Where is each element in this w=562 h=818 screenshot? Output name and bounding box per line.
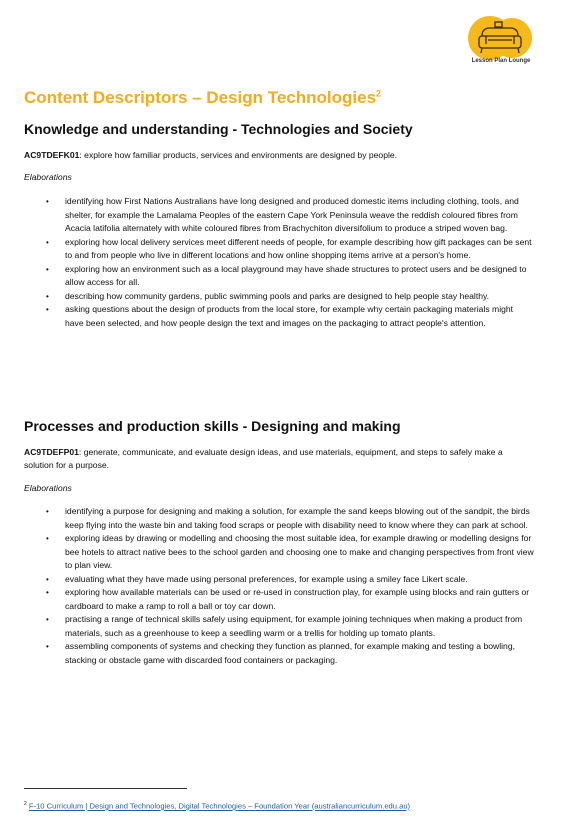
list-item: • identifying how First Nations Australians have long designed and produced domestic items including clothing, tools, and shelter, for example the Lamalama Peoples of the eastern Cape York Peninsula weave the reddish coloured fibres from Acacia latifolia alternately with white coloured fibres from Brachychiton diversifolium to produce a striped woven bag.	[46, 196, 519, 233]
footnote: $^2$ F-10 Curriculum | Design and Technologies, Digital Technologies – Foundation Year (australiancurriculum.edu.au)	[24, 801, 411, 811]
section-heading-knowledge: Knowledge and understanding - Technologies and Society	[24, 121, 413, 137]
list-item: • exploring how local delivery services meet different needs of people, for example describing how gift packages can be sent to and from people who live in different locations and how online shopping items arrive at a person's home.	[46, 236, 532, 260]
footnote-link[interactable]: F-10 Curriculum | Design and Technologies, Digital Technologies – Foundation Year (australiancurriculum.edu.au)	[28, 801, 411, 811]
list-item: • evaluating what they have made using personal preferences, for example using a smiley face Likert scale.	[46, 573, 468, 584]
list-item: • identifying a purpose for designing and making a solution, for example the sand keeps blowing out of the sandpit, the birds keep flying into the waste bin and taking food scraps or people with disability need to know where they can park at school.	[46, 506, 530, 530]
list-item: • exploring how an environment such as a local playground may have shade structures to protect users and be designed to allow access for all.	[46, 263, 527, 287]
list-item: • exploring ideas by drawing or modelling and choosing the most suitable idea, for example drawing or modelling designs for bee hotels to attract native bees to the school garden and choosing one to make and changing perspectives from front view to plan view.	[46, 533, 534, 570]
brand-name: Lesson Plan Lounge	[471, 58, 531, 64]
list-item: • exploring how available materials can be used or re-used in construction play, for example using blocks and rain gutters or cardboard to make a ramp to roll a ball or toy car down.	[46, 587, 530, 611]
elaborations-label: Elaborations	[24, 172, 72, 182]
list-item: • assembling components of systems and checking they function as planned, for example making and testing a bowling, stacking or obstacle game with discarded food containers or packaging.	[46, 641, 515, 665]
section-heading-processes: Processes and production skills - Designing and making	[24, 418, 401, 434]
list-item: • practising a range of technical skills safely using equipment, for example joining techniques when making a product from materials, such as a greenhouse to keep a seedling warm or a trellis for holding up tomato plants.	[46, 614, 523, 638]
elaborations-label: Elaborations	[24, 483, 72, 493]
page-title: Content Descriptors – Design Technologies$^2$	[24, 88, 382, 107]
list-item: • asking questions about the design of products from the local store, for example why certain packaging materials might have been selected, and how people design the text and images on the packaging to attract people's attention.	[46, 304, 514, 328]
elaborations-list-knowledge	[24, 195, 534, 330]
descriptor-processes: AC9TDEFP01: generate, communicate, and evaluate design ideas, and use materials, equipment, and steps to safely make a solution for a purpose.	[24, 447, 503, 470]
descriptor-knowledge: AC9TDEFK01: explore how familiar products, services and environments are designed by people.	[24, 150, 398, 160]
list-item: • describing how community gardens, public swimming pools and parks are designed to help people stay healthy.	[46, 290, 490, 301]
elaborations-list-processes	[24, 505, 534, 667]
footnote-divider	[24, 788, 187, 789]
